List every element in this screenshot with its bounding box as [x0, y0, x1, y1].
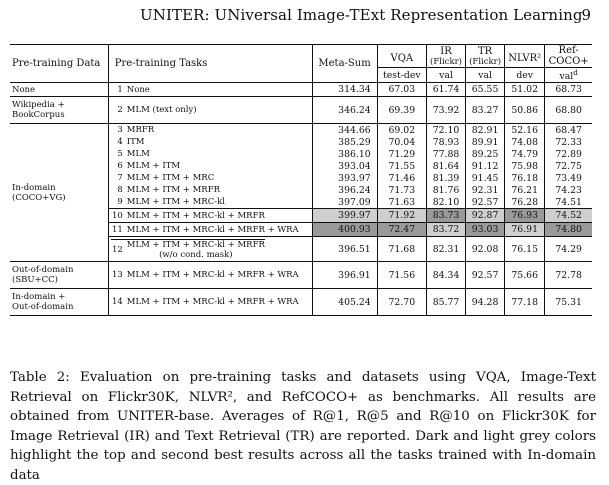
- task-cell: [108, 124, 312, 137]
- row-number: 8: [117, 185, 123, 196]
- tr-value: 93.03: [466, 223, 505, 237]
- nlvr-value: 52.16: [505, 124, 545, 137]
- col-pretraining-tasks: Pre-training Tasks: [108, 45, 312, 83]
- ir-value: 73.92: [426, 97, 465, 124]
- task-cell: [108, 223, 312, 237]
- group-label-none: None: [10, 83, 108, 97]
- meta-sum-value: 385.29: [312, 136, 377, 148]
- task-name: MLM + ITM + MRFR: [126, 185, 220, 196]
- group-label-combined: [10, 289, 108, 316]
- vqa-value: 71.63: [377, 196, 426, 209]
- ref-value: 74.29: [545, 237, 592, 262]
- split-tr: val: [466, 68, 505, 83]
- tr-value: 92.87: [466, 209, 505, 223]
- row-number: 6: [117, 161, 123, 172]
- page-number: 9: [581, 6, 591, 24]
- vqa-value: 71.56: [377, 262, 426, 289]
- ref-value: 72.33: [555, 136, 582, 148]
- group-label-line: In-domain: [12, 182, 56, 193]
- nlvr-value: 77.18: [505, 289, 545, 316]
- split-ref: [545, 68, 592, 83]
- meta-sum-value: 400.93: [312, 223, 377, 237]
- meta-sum-value: 393.04: [312, 160, 377, 172]
- task-cell: [108, 196, 312, 209]
- nlvr-value: 75.66: [505, 262, 545, 289]
- vqa-value: 71.92: [377, 209, 426, 223]
- tr-value: 89.91: [466, 136, 505, 148]
- nlvr-value: 76.93: [505, 209, 545, 223]
- vqa-value: 70.04: [377, 136, 426, 148]
- nlvr-value: 76.28: [505, 196, 545, 209]
- row-number: 14: [111, 297, 123, 308]
- ref-value: 74.23: [555, 184, 582, 196]
- col-tr: [466, 45, 505, 68]
- ir-value: 82.31: [426, 237, 465, 262]
- task-cell: [108, 83, 312, 97]
- meta-sum-value: 396.24: [312, 184, 377, 196]
- row-number: 10: [111, 210, 123, 221]
- row-number: 11: [111, 224, 123, 235]
- ir-value: 82.10: [426, 196, 465, 209]
- col-vqa: VQA: [377, 45, 426, 68]
- nlvr-value: 51.02: [505, 83, 545, 97]
- ref-value: 73.49: [555, 172, 582, 184]
- task-name-cell: [127, 239, 265, 260]
- tr-value: 82.91: [466, 124, 505, 137]
- split-ir: val: [426, 68, 465, 83]
- ir-value: 61.74: [426, 83, 465, 97]
- vqa-value: 69.02: [377, 124, 426, 137]
- task-name: MLM + ITM + MRC-kl: [126, 197, 225, 208]
- meta-sum-value: 399.97: [312, 209, 377, 223]
- ir-value: 83.73: [426, 209, 465, 223]
- task-cell: [108, 148, 312, 160]
- group-label-line: In-domain +: [12, 292, 66, 303]
- tr-value: 92.57: [466, 196, 505, 209]
- meta-sum-value: 344.66: [312, 124, 377, 137]
- meta-sum-value: 405.24: [312, 289, 377, 316]
- ref-value: 68.73: [545, 83, 592, 97]
- tr-value: 94.28: [466, 289, 505, 316]
- meta-sum-value: 314.34: [312, 83, 377, 97]
- tr-value: 89.25: [466, 148, 505, 160]
- task-name: MLM + ITM + MRC-kl + MRFR: [126, 210, 265, 221]
- task-cell: [108, 160, 312, 172]
- ir-value: 77.88: [426, 148, 465, 160]
- running-header: [0, 6, 609, 26]
- tr-value: 92.31: [466, 184, 505, 196]
- table-caption: Table 2: Evaluation on pre-training tasks and datasets using VQA, Image-Text Retrieval on Flickr30K, NLVR², and RefCOCO+ as benchmarks. All results are obtained from UNITER-base. Averages of R@1, R@5 and R@10 on Flickr30K for Image Retrieval (IR) and Text Retrieval (TR) are reported. Dark and light grey colors highlight the top and second best results across all the tasks trained with In-domain data: [10, 370, 596, 483]
- table-row: [10, 262, 592, 289]
- col-meta-sum: Meta-Sum: [312, 45, 377, 83]
- group-label-line: Wikipedia +: [12, 100, 65, 111]
- row-number: 4: [117, 137, 123, 148]
- nlvr-value: 76.21: [505, 184, 545, 196]
- table-row: [10, 83, 592, 97]
- ir-value: 72.10: [426, 124, 465, 137]
- task-name: MLM + ITM + MRC: [126, 173, 215, 184]
- group-label-indomain: [10, 124, 108, 262]
- row-number: 1: [117, 84, 123, 95]
- nlvr-value: 75.98: [505, 160, 545, 172]
- ref-value: 68.80: [545, 97, 592, 124]
- table-row: [10, 289, 592, 316]
- meta-sum-value: 396.91: [312, 262, 377, 289]
- task-cell: [108, 289, 312, 316]
- meta-sum-value: 396.51: [312, 237, 377, 262]
- task-cell: [108, 136, 312, 148]
- row-number: 12: [111, 244, 123, 255]
- vqa-value: 69.39: [377, 97, 426, 124]
- task-cell: [108, 237, 312, 262]
- group-label-line: Out-of-domain: [12, 302, 74, 313]
- task-cell: [108, 209, 312, 223]
- vqa-value: 71.55: [377, 160, 426, 172]
- row-number: 2: [117, 105, 123, 116]
- task-name: MRFR: [126, 125, 155, 136]
- split-vqa: test-dev: [377, 68, 426, 83]
- ir-value: 85.77: [426, 289, 465, 316]
- ir-value: 81.76: [426, 184, 465, 196]
- row-number: 3: [117, 125, 123, 136]
- group-label-line: Out-of-domain: [12, 265, 74, 276]
- ir-value: 84.34: [426, 262, 465, 289]
- split-ref-label: val: [559, 71, 574, 83]
- nlvr-value: 74.79: [505, 148, 545, 160]
- table-row: [10, 97, 592, 124]
- row-number-cell: [111, 239, 127, 260]
- task-note: (w/o cond. mask): [159, 249, 233, 260]
- col-ir-sub: (Flickr): [430, 56, 462, 67]
- row-number: 5: [117, 149, 123, 160]
- task-name: MLM: [126, 149, 150, 160]
- task-name: MLM + ITM + MRC-kl + MRFR: [126, 239, 265, 250]
- results-table: [10, 44, 592, 316]
- meta-sum-value: 393.97: [312, 172, 377, 184]
- row-number: 7: [117, 173, 123, 184]
- vqa-value: 71.29: [377, 148, 426, 160]
- row-number: 13: [111, 270, 123, 281]
- task-name: MLM + ITM: [126, 161, 181, 172]
- table-row: [10, 124, 592, 137]
- task-name: None: [126, 84, 150, 95]
- ir-value: 81.39: [426, 172, 465, 184]
- split-nlvr: dev: [505, 68, 545, 83]
- group-label-line: (SBU+CC): [12, 275, 58, 286]
- col-refcoco-line2: COCO+: [548, 56, 589, 67]
- col-ir: [426, 45, 465, 68]
- task-name: MLM + ITM + MRC-kl + MRFR + WRA: [126, 224, 299, 235]
- col-refcoco-line1: Ref-: [558, 45, 579, 56]
- nlvr-value: 50.86: [505, 97, 545, 124]
- ir-value: 83.72: [426, 223, 465, 237]
- col-ir-label: IR: [440, 45, 452, 57]
- task-cell: [108, 172, 312, 184]
- row-number: 9: [117, 197, 123, 208]
- group-label-line: BookCorpus: [12, 110, 65, 121]
- tr-value: 91.12: [466, 160, 505, 172]
- vqa-value: 72.70: [377, 289, 426, 316]
- ref-value: 74.51: [555, 196, 582, 208]
- ref-value: 68.47: [545, 124, 592, 137]
- meta-sum-value: 397.09: [312, 196, 377, 209]
- group-label-line: (COCO+VG): [12, 192, 66, 203]
- meta-sum-value: 346.24: [312, 97, 377, 124]
- col-pretraining-data: Pre-training Data: [10, 45, 108, 83]
- ir-value: 78.93: [426, 136, 465, 148]
- ref-value: 74.52: [545, 209, 592, 223]
- vqa-value: 71.73: [377, 184, 426, 196]
- tr-value: 65.55: [466, 83, 505, 97]
- task-cell: [108, 97, 312, 124]
- nlvr-value: 76.91: [505, 223, 545, 237]
- task-cell: [108, 184, 312, 196]
- tr-value: 91.45: [466, 172, 505, 184]
- vqa-value: 71.46: [377, 172, 426, 184]
- ir-value: 81.64: [426, 160, 465, 172]
- task-cell-inner: [111, 239, 265, 260]
- nlvr-value: 76.18: [505, 172, 545, 184]
- split-ref-sup: d: [573, 69, 578, 77]
- task-name: ITM: [126, 137, 145, 148]
- col-refcoco: [545, 45, 592, 68]
- tr-value: 92.08: [466, 237, 505, 262]
- col-nlvr: NLVR²: [505, 45, 545, 68]
- group-label-wiki: [10, 97, 108, 124]
- meta-sum-value: 386.10: [312, 148, 377, 160]
- col-tr-label: TR: [477, 45, 493, 57]
- running-title: UNITER: UNiversal Image-TExt Representation Learning: [140, 6, 583, 24]
- ref-value: 72.89: [555, 148, 582, 160]
- table-header-row: [10, 45, 592, 68]
- tr-value: 92.57: [466, 262, 505, 289]
- ref-value: 75.31: [545, 289, 592, 316]
- group-label-outdomain: [10, 262, 108, 289]
- task-cell: [108, 262, 312, 289]
- task-name: MLM (text only): [126, 105, 197, 116]
- col-tr-sub: (Flickr): [469, 56, 502, 67]
- ref-value: 74.80: [545, 223, 592, 237]
- ref-value: 72.75: [555, 160, 582, 172]
- tr-value: 83.27: [466, 97, 505, 124]
- ref-value: 72.78: [545, 262, 592, 289]
- task-name: MLM + ITM + MRC-kl + MRFR + WRA: [126, 270, 299, 281]
- vqa-value: 71.68: [377, 237, 426, 262]
- vqa-value: 67.03: [377, 83, 426, 97]
- task-name: MLM + ITM + MRC-kl + MRFR + WRA: [126, 297, 299, 308]
- nlvr-value: 76.15: [505, 237, 545, 262]
- nlvr-value: 74.08: [505, 136, 545, 148]
- vqa-value: 72.47: [377, 223, 426, 237]
